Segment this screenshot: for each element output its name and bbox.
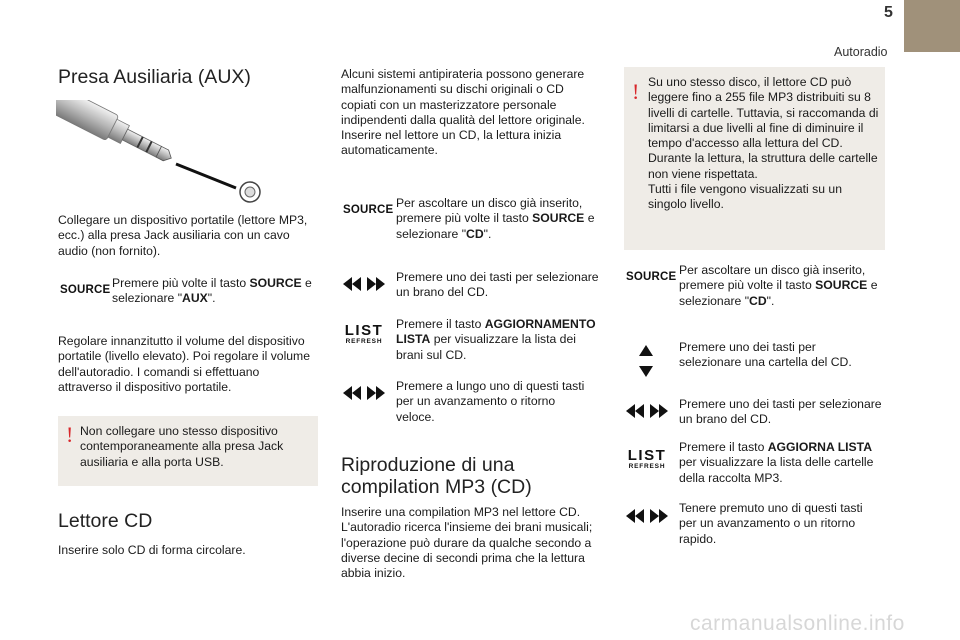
prev-next-icon: [342, 385, 386, 406]
prev-next-icon: [342, 276, 386, 297]
col3-warning-text: Su uno stesso disco, il lettore CD può leggere fino a 255 file MP3 distribuiti su 8 livelli di cartelle. Tuttavia, si raccomanda di limitarsi a due livelli al fine di diminuire il tempo d'accesso alla lettura del CD. Durante la lettura, la struttura delle cartelle non viene rispettata. Tutti i file vengono visualizzati su un singolo livello.: [648, 75, 879, 212]
list-refresh-icon: LIST REFRESH: [627, 447, 667, 470]
prev-next-icon: [625, 508, 669, 529]
col3-step5: Tenere premuto uno di questi tasti per un avanzamento o un ritorno rapido.: [679, 501, 863, 546]
col2-step2: Premere uno dei tasti per selezionare un brano del CD.: [396, 270, 599, 300]
col3-step4: Premere il tasto AGGIORNA LISTA per visualizzare la lista delle cartelle della raccolta MP3.: [679, 440, 874, 485]
mp3-text: Inserire una compilation MP3 nel lettore CD. L'autoradio ricerca l'insieme dei brani musicali; l'operazione può durare da qualche secondo a diverse decine di secondi prima che la lettura abbia inizio.: [341, 505, 593, 581]
list-refresh-icon: LIST REFRESH: [344, 322, 384, 345]
section-tab: [904, 0, 960, 52]
col2-step4: Premere a lungo uno di questi tasti per un avanzamento o ritorno veloce.: [396, 379, 585, 424]
warning-box: [58, 416, 318, 486]
col3-step3: Premere uno dei tasti per selezionare un brano del CD.: [679, 397, 882, 427]
warning-icon: !: [632, 79, 640, 104]
up-down-icon: [638, 344, 654, 383]
cd-title: Lettore CD: [58, 510, 153, 532]
aux-title: Presa Ausiliaria (AUX): [58, 66, 251, 88]
warning-box: [624, 67, 885, 250]
jack-plug-icon: [56, 100, 266, 204]
source-key-icon: SOURCE: [60, 284, 111, 296]
source-key-icon: SOURCE: [343, 204, 394, 216]
source-key-icon: SOURCE: [626, 271, 677, 283]
warning-text: Non collegare uno stesso dispositivo contemporaneamente alla presa Jack ausiliaria e alla porta USB.: [80, 424, 284, 469]
cd-text: Inserire solo CD di forma circolare.: [58, 543, 246, 557]
col3-step2: Premere uno dei tasti per selezionare una cartella del CD.: [679, 340, 852, 370]
aux-step: Premere più volte il tasto SOURCE e selezionare "AUX".: [112, 276, 312, 306]
aux-connect-text: Collegare un dispositivo portatile (lettore MP3, ecc.) alla presa Jack ausiliaria con un cavo audio (non fornito).: [58, 213, 308, 258]
col2-step3: Premere il tasto AGGIORNAMENTO LISTA per visualizzare la lista dei brani sul CD.: [396, 317, 596, 362]
volume-text: Regolare innanzitutto il volume del dispositivo portatile (livello elevato). Poi regolare il volume dell'autoradio. I comandi si effettuano attraverso il dispositivo portatile.: [58, 334, 310, 394]
col2-step1: Per ascoltare un disco già inserito, premere più volte il tasto SOURCE e selezionare "CD".: [396, 196, 595, 241]
watermark: carmanualsonline.info: [690, 612, 905, 635]
intro-text: Alcuni sistemi antipirateria possono generare malfunzionamenti su dischi originali o CD copiati con un masterizzatore personale indipendenti dalla qualità del lettore originale. Inserire nel lettore un CD, la lettura inizia automaticamente.: [341, 67, 585, 158]
warning-icon: !: [66, 422, 74, 447]
mp3-title: Riproduzione di una compilation MP3 (CD): [341, 454, 532, 498]
section-title: Autoradio: [834, 45, 888, 59]
prev-next-icon: [625, 403, 669, 424]
page-number: 5: [884, 4, 893, 21]
col3-step1: Per ascoltare un disco già inserito, premere più volte il tasto SOURCE e selezionare "CD".: [679, 263, 878, 308]
